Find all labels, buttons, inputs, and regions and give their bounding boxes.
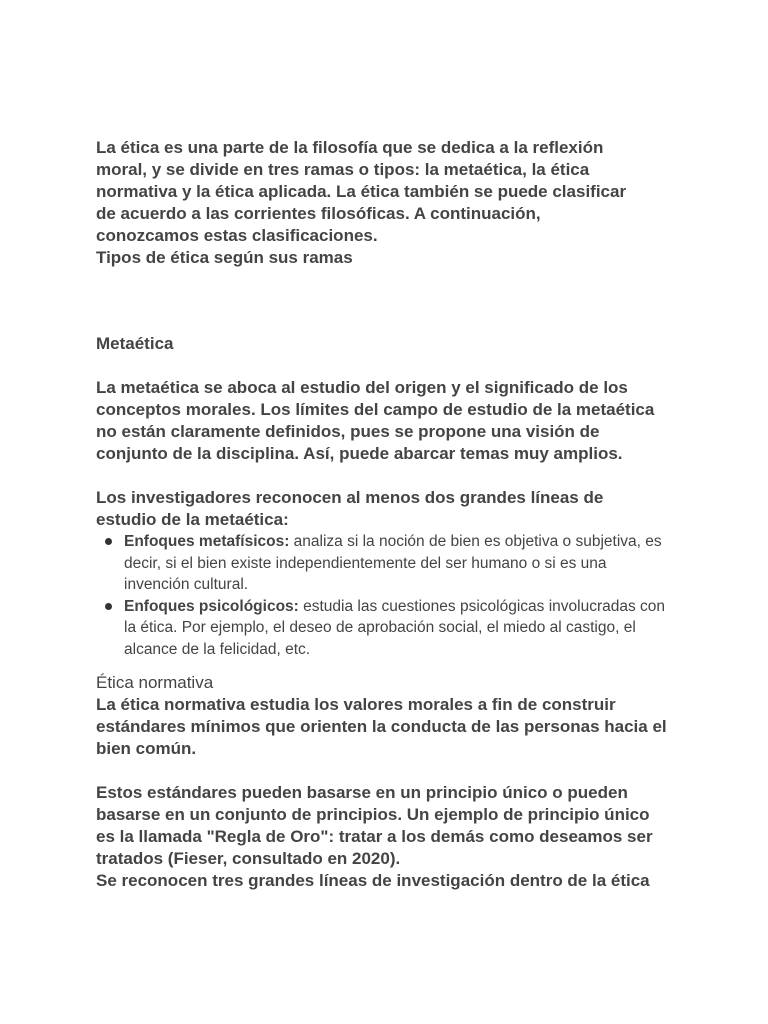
spacer — [96, 355, 676, 377]
list-item-text: estudia las cuestiones psicológicas involucradas con la ética. Por ejemplo, el deseo de aprobación social, el miedo al castigo, el alcance de la felicidad, etc. — [124, 597, 666, 658]
section-subheading: Tipos de ética según sus ramas — [96, 248, 353, 267]
metaetica-list — [96, 531, 676, 660]
normativa-paragraph-2: Estos estándares pueden basarse en un principio único o pueden basarse en un conjunto de principios. Un ejemplo de principio único es la llamada "Regla de Oro": tratar a los demás como deseamos ser tratados (Fieser, consultado en 2020). — [96, 783, 653, 868]
list-item-text: analiza si la noción de bien es objetiva o subjetiva, es decir, si el bien existe independientemente del ser humano o si es una invención cultural. — [124, 533, 662, 593]
metaetica-lines-intro: Los investigadores reconocen al menos dos grandes líneas de estudio de la metaética: — [96, 488, 604, 529]
spacer — [96, 269, 676, 333]
metaetica-paragraph: La metaética se aboca al estudio del origen y el significado de los conceptos morales. Los límites del campo de estudio de la metaética no están claramente definidos, pues se propone una visión de conjunto de la disciplina. Así, puede abarcar temas muy amplios. — [96, 378, 655, 463]
list-item-term: Enfoques psicológicos: — [124, 597, 299, 615]
spacer — [96, 465, 676, 487]
document-page — [96, 137, 676, 892]
normativa-paragraph-3: Se reconocen tres grandes líneas de investigación dentro de la ética — [96, 871, 650, 890]
normativa-heading: Ética normativa — [96, 673, 214, 692]
intro-paragraph: La ética es una parte de la filosofía que se dedica a la reflexión moral, y se divide en tres ramas o tipos: la metaética, la ética normativa y la ética aplicada. La ética también se puede clasificar de acuerdo a las corrientes filosóficas. A continuación, conozcamos estas clasificaciones. — [96, 138, 627, 245]
list-item-term: Enfoques metafísicos: — [124, 533, 290, 550]
spacer — [96, 660, 676, 672]
spacer — [96, 760, 676, 782]
normativa-paragraph-1: La ética normativa estudia los valores morales a fin de construir estándares mínimos que orienten la conducta de las personas hacia el bien común. — [96, 695, 667, 758]
metaetica-heading: Metaética — [96, 334, 174, 353]
list-item — [124, 596, 676, 661]
list-item — [124, 531, 676, 596]
